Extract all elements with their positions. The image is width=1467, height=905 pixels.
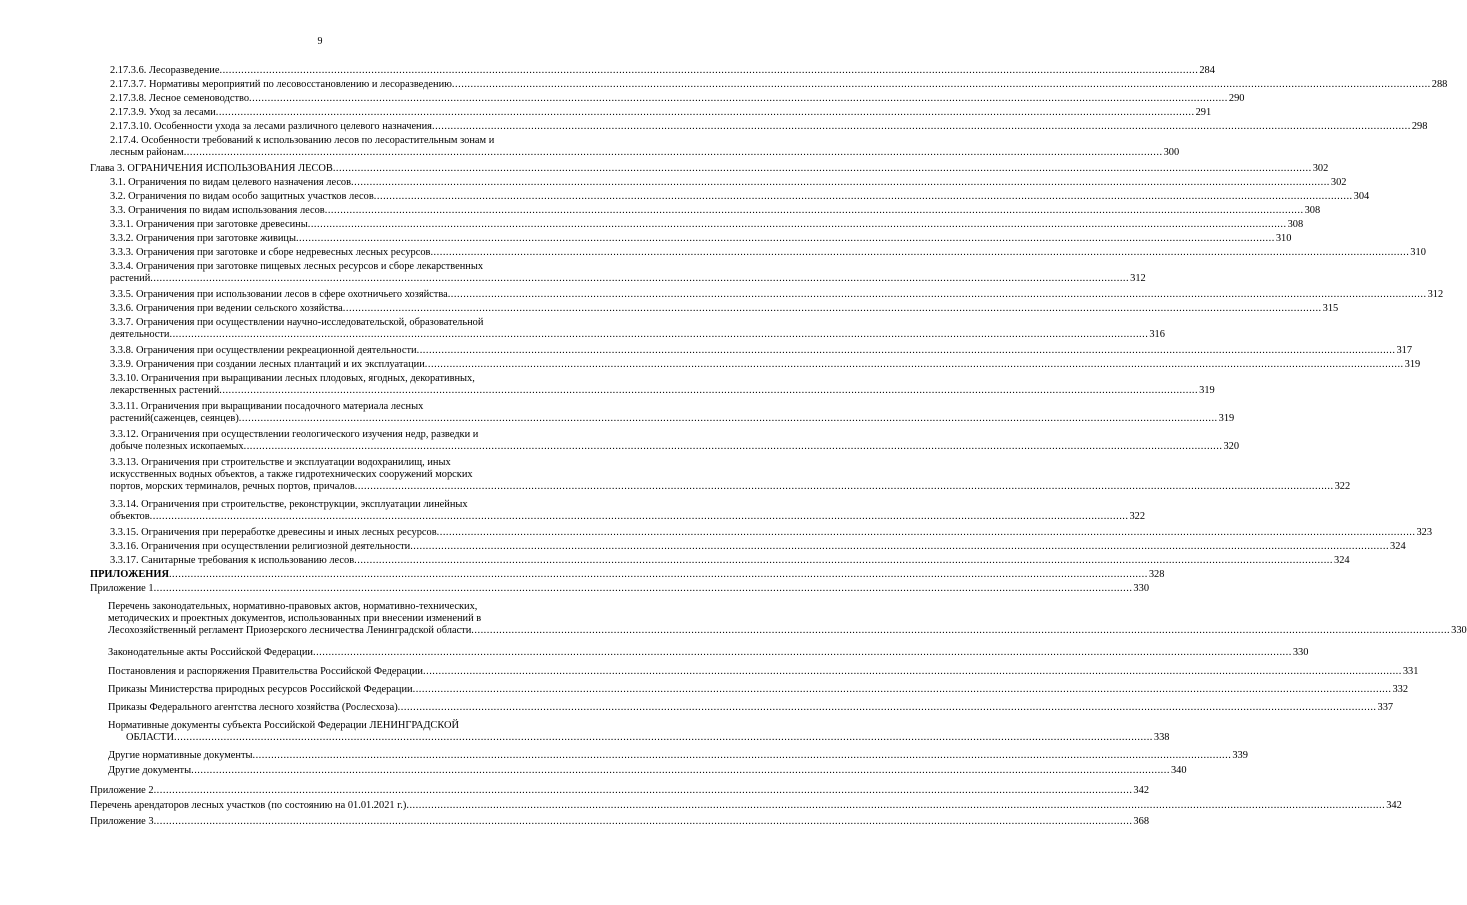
toc-entry-title: 3.3.6. Ограничения при ведении сельского хозяйства	[110, 303, 343, 314]
dot-leader	[296, 233, 1275, 245]
dot-leader	[425, 359, 1404, 371]
toc-entry-title-line: 3.3.13. Ограничения при строительстве и эксплуатации водохранилищ, иных	[110, 457, 451, 468]
toc-entry-title: 2.17.3.8. Лесное семеноводство	[110, 93, 250, 104]
dot-leader	[244, 441, 1223, 453]
dot-leader	[374, 191, 1353, 203]
dot-leader	[219, 65, 1198, 77]
dot-leader	[413, 684, 1392, 696]
dot-leader	[169, 569, 1148, 581]
dot-leader	[174, 732, 1153, 744]
toc-entry-page: 302	[1330, 177, 1347, 188]
toc-entry-title: Приказы Федерального агентства лесного хозяйства (Рослесхоза)	[108, 702, 398, 713]
toc-entry	[110, 219, 1304, 231]
toc-entry-page: 322	[1129, 511, 1146, 523]
toc-entry	[90, 800, 1402, 812]
toc-entry-page: 315	[1322, 303, 1339, 314]
toc-entry-title: лесным районам	[110, 147, 184, 159]
toc-entry-title: деятельности	[110, 329, 170, 341]
toc-entry-title: растений(саженцев, сеянцев)	[110, 413, 239, 425]
toc-entry	[110, 261, 1146, 285]
toc-entry-title: 3.3.5. Ограничения при использовании лесов в сфере охотничьего хозяйства	[110, 289, 448, 300]
toc-entry-page: 331	[1402, 666, 1419, 677]
dot-leader	[448, 289, 1427, 301]
toc-entry	[110, 247, 1426, 259]
toc-entry-title-line: Нормативные документы субъекта Российской Федерации ЛЕНИНГРАДСКОЙ	[108, 720, 460, 731]
toc-entry-title: Другие документы	[108, 765, 192, 776]
dot-leader	[216, 107, 1195, 119]
toc-entry-page: 310	[1410, 247, 1426, 258]
dot-leader	[154, 816, 1133, 828]
toc-entry-page: 312	[1130, 273, 1146, 285]
toc-entry	[110, 541, 1406, 553]
toc-entry-page: 304	[1353, 191, 1370, 202]
toc-entry-page: 342	[1133, 785, 1150, 796]
toc-entry	[110, 177, 1347, 189]
toc-entry-page: 330	[1451, 625, 1467, 637]
toc-entry-title: объектов	[110, 511, 150, 523]
dot-leader	[410, 541, 1389, 553]
dot-leader	[333, 163, 1312, 175]
toc-entry	[110, 65, 1215, 77]
toc-entry-page: 368	[1133, 816, 1150, 827]
toc-entry	[110, 303, 1339, 315]
toc-entry-page: 298	[1411, 121, 1428, 132]
dot-leader	[423, 666, 1402, 678]
toc-entry-page: 319	[1218, 413, 1235, 425]
toc-entry-title: ПРИЛОЖЕНИЯ	[90, 569, 169, 580]
toc-entry	[110, 359, 1421, 371]
toc-entry	[108, 601, 1467, 638]
toc-entry	[90, 816, 1150, 828]
toc-entry-page: 340	[1170, 765, 1187, 776]
toc-entry-title: Приложение 1	[90, 583, 154, 594]
toc-entry-title: 3.3.9. Ограничения при создании лесных плантаций и их эксплуатации	[110, 359, 425, 370]
dot-leader	[154, 785, 1133, 797]
toc-entry-page: 291	[1195, 107, 1212, 118]
toc-entry-title-line: 2.17.4. Особенности требований к использованию лесов по лесорастительным зонам и	[110, 135, 495, 146]
toc-entry-page: 322	[1334, 481, 1351, 493]
toc-entry-page: 302	[1312, 163, 1329, 174]
dot-leader	[355, 481, 1334, 493]
toc-entry	[110, 499, 1146, 523]
toc-entry-page: 308	[1304, 205, 1321, 216]
toc-entry	[110, 79, 1448, 91]
toc-entry	[108, 765, 1187, 777]
dot-leader	[219, 385, 1198, 397]
toc-entry-title: лекарственных растений	[110, 385, 220, 397]
toc-entry-page: 319	[1404, 359, 1421, 370]
toc-entry	[108, 647, 1309, 659]
toc-entry-title: Перечень арендаторов лесных участков (по состоянию на 01.01.2021 г.)	[90, 800, 407, 811]
dot-leader	[432, 121, 1411, 133]
toc-entry-title: Лесохозяйственный регламент Приозерского лесничества Ленинградской области	[108, 625, 472, 637]
toc-entry-page: 328	[1148, 569, 1165, 580]
toc-entry	[110, 205, 1321, 217]
toc-entry	[110, 555, 1350, 567]
toc-entry-title: портов, морских терминалов, речных портов, причалов	[110, 481, 355, 493]
toc-entry-title: 2.17.3.9. Уход за лесами	[110, 107, 216, 118]
toc-entry	[110, 429, 1240, 453]
toc-entry-page: 330	[1133, 583, 1150, 594]
toc-entry-title: 3.3.3. Ограничения при заготовке и сборе недревесных лесных ресурсов	[110, 247, 431, 258]
toc-entry-title: 3.3.15. Ограничения при переработке древесины и иных лесных ресурсов	[110, 527, 437, 538]
dot-leader	[308, 219, 1287, 231]
dot-leader	[354, 555, 1333, 567]
toc-entry-page: 317	[1396, 345, 1413, 356]
toc-entry	[110, 457, 1351, 494]
toc-entry-title: 3.3.17. Санитарные требования к использованию лесов	[110, 555, 355, 566]
toc-entry-title-line: 3.3.11. Ограничения при выращивании посадочного материала лесных	[110, 401, 424, 412]
toc-entry-page: 324	[1390, 541, 1406, 552]
toc-entry-title: 3.3.8. Ограничения при осуществлении рекреационной деятельности	[110, 345, 417, 356]
toc-entry-title: добыче полезных ископаемых	[110, 441, 244, 453]
toc-entry	[108, 720, 1170, 744]
dot-leader	[313, 647, 1292, 659]
toc-entry-page: 319	[1199, 385, 1215, 397]
toc-entry-title: 3.1. Ограничения по видам целевого назначения лесов	[110, 177, 352, 188]
toc-entry	[110, 401, 1235, 425]
toc-entry	[108, 702, 1394, 714]
toc-entry-title: Приказы Министерства природных ресурсов Российской Федерации	[108, 684, 413, 695]
dot-leader	[471, 625, 1450, 637]
toc-entry-title-line: 3.3.14. Ограничения при строительстве, реконструкции, эксплуатации линейных	[110, 499, 468, 510]
toc-entry	[110, 93, 1245, 105]
toc-entry-title: 3.3.2. Ограничения при заготовке живицы	[110, 233, 296, 244]
dot-leader	[398, 702, 1377, 714]
dot-leader	[249, 93, 1228, 105]
toc-entry-page: 337	[1377, 702, 1394, 713]
dot-leader	[239, 413, 1218, 425]
toc-entry-title: 2.17.3.7. Нормативы мероприятий по лесовосстановлению и лесоразведению	[110, 79, 452, 90]
toc-entry-title: 2.17.3.6. Лесоразведение	[110, 65, 220, 76]
toc-entry-page: 320	[1223, 441, 1240, 453]
dot-leader	[343, 303, 1322, 315]
page-number: 9	[317, 36, 323, 47]
dot-leader	[406, 800, 1385, 812]
dot-leader	[452, 79, 1431, 91]
toc-entry	[90, 569, 1165, 581]
dot-leader	[351, 177, 1330, 189]
dot-leader	[169, 329, 1148, 341]
toc-entry	[108, 750, 1248, 762]
toc-entry-title-line: 3.3.4. Ограничения при заготовке пищевых лесных ресурсов и сборе лекарственных	[110, 261, 484, 272]
toc-entry	[110, 345, 1413, 357]
dot-leader	[150, 511, 1129, 523]
toc-entry-title: 3.2. Ограничения по видам особо защитных участков лесов	[110, 191, 374, 202]
toc-entry-title-line: 3.3.10. Ограничения при выращивании лесных плодовых, ягодных, декоративных,	[110, 373, 475, 384]
toc-entry-page: 339	[1232, 750, 1248, 761]
dot-leader	[150, 273, 1129, 285]
toc-entry	[110, 373, 1215, 397]
toc-entry-title: 3.3. Ограничения по видам использования лесов	[110, 205, 325, 216]
toc-entry-page: 284	[1199, 65, 1215, 76]
toc-entry-title: Приложение 2	[90, 785, 154, 796]
toc-entry-page: 312	[1427, 289, 1444, 300]
dot-leader	[417, 345, 1396, 357]
toc-entry-title-line: искусственных водных объектов, а также гидротехнических сооружений морских	[110, 469, 473, 481]
dot-leader	[184, 147, 1163, 159]
toc-entry-title: ОБЛАСТИ	[126, 732, 175, 744]
toc-entry-title: 3.3.1. Ограничения при заготовке древесины	[110, 219, 308, 230]
toc-entry-title: растений	[110, 273, 151, 285]
toc-entry-page: 300	[1163, 147, 1180, 159]
toc-entry	[90, 163, 1329, 175]
dot-leader	[252, 750, 1231, 762]
toc-entry	[110, 233, 1292, 245]
toc-entry	[110, 527, 1433, 539]
toc-entry-page: 342	[1386, 800, 1402, 811]
toc-entry-page: 323	[1416, 527, 1433, 538]
toc-entry-title: Постановления и распоряжения Правительства Российской Федерации	[108, 666, 423, 677]
dot-leader	[325, 205, 1304, 217]
toc-entry-page: 324	[1334, 555, 1350, 566]
toc-entry	[110, 107, 1212, 119]
toc-entry	[110, 289, 1444, 301]
toc-entry	[90, 583, 1150, 595]
toc-entry	[108, 684, 1409, 696]
toc-entry	[110, 191, 1370, 203]
toc-entry-page: 288	[1431, 79, 1448, 90]
toc-entry-title: Глава 3. ОГРАНИЧЕНИЯ ИСПОЛЬЗОВАНИЯ ЛЕСОВ	[90, 163, 333, 174]
toc-entry	[110, 135, 1180, 159]
toc-entry-page: 316	[1149, 329, 1165, 341]
toc-entry-page: 330	[1292, 647, 1309, 658]
toc-entry-title: Приложение 3	[90, 816, 154, 827]
toc-entry	[110, 121, 1428, 133]
toc-entry-page: 310	[1275, 233, 1292, 244]
toc-entry-title: 3.3.16. Ограничения при осуществлении религиозной деятельности	[110, 541, 411, 552]
toc-entry	[110, 317, 1165, 341]
toc-entry-title-line: 3.3.12. Ограничения при осуществлении геологического изучения недр, разведки и	[110, 429, 479, 440]
toc-entry-title: Другие нормативные документы	[108, 750, 253, 761]
toc-entry-title-line: Перечень законодательных, нормативно-правовых актов, нормативно-технических,	[108, 601, 478, 612]
toc-entry	[90, 785, 1150, 797]
dot-leader	[191, 765, 1170, 777]
toc-entry-page: 332	[1392, 684, 1409, 695]
toc-entry-title-line: методических и проектных документов, использованных при внесении изменений в	[108, 613, 482, 625]
toc-entry-page: 308	[1287, 219, 1304, 230]
toc-entry-title: Законодательные акты Российской Федерации	[108, 647, 313, 658]
dot-leader	[154, 583, 1133, 595]
dot-leader	[430, 247, 1409, 259]
toc-entry	[108, 666, 1419, 678]
toc-entry-page: 290	[1228, 93, 1245, 104]
toc-entry-page: 338	[1153, 732, 1170, 744]
dot-leader	[437, 527, 1416, 539]
toc-entry-title: 2.17.3.10. Особенности ухода за лесами различного целевого назначения	[110, 121, 432, 132]
toc-entry-title-line: 3.3.7. Ограничения при осуществлении научно-исследовательской, образовательной	[110, 317, 484, 328]
